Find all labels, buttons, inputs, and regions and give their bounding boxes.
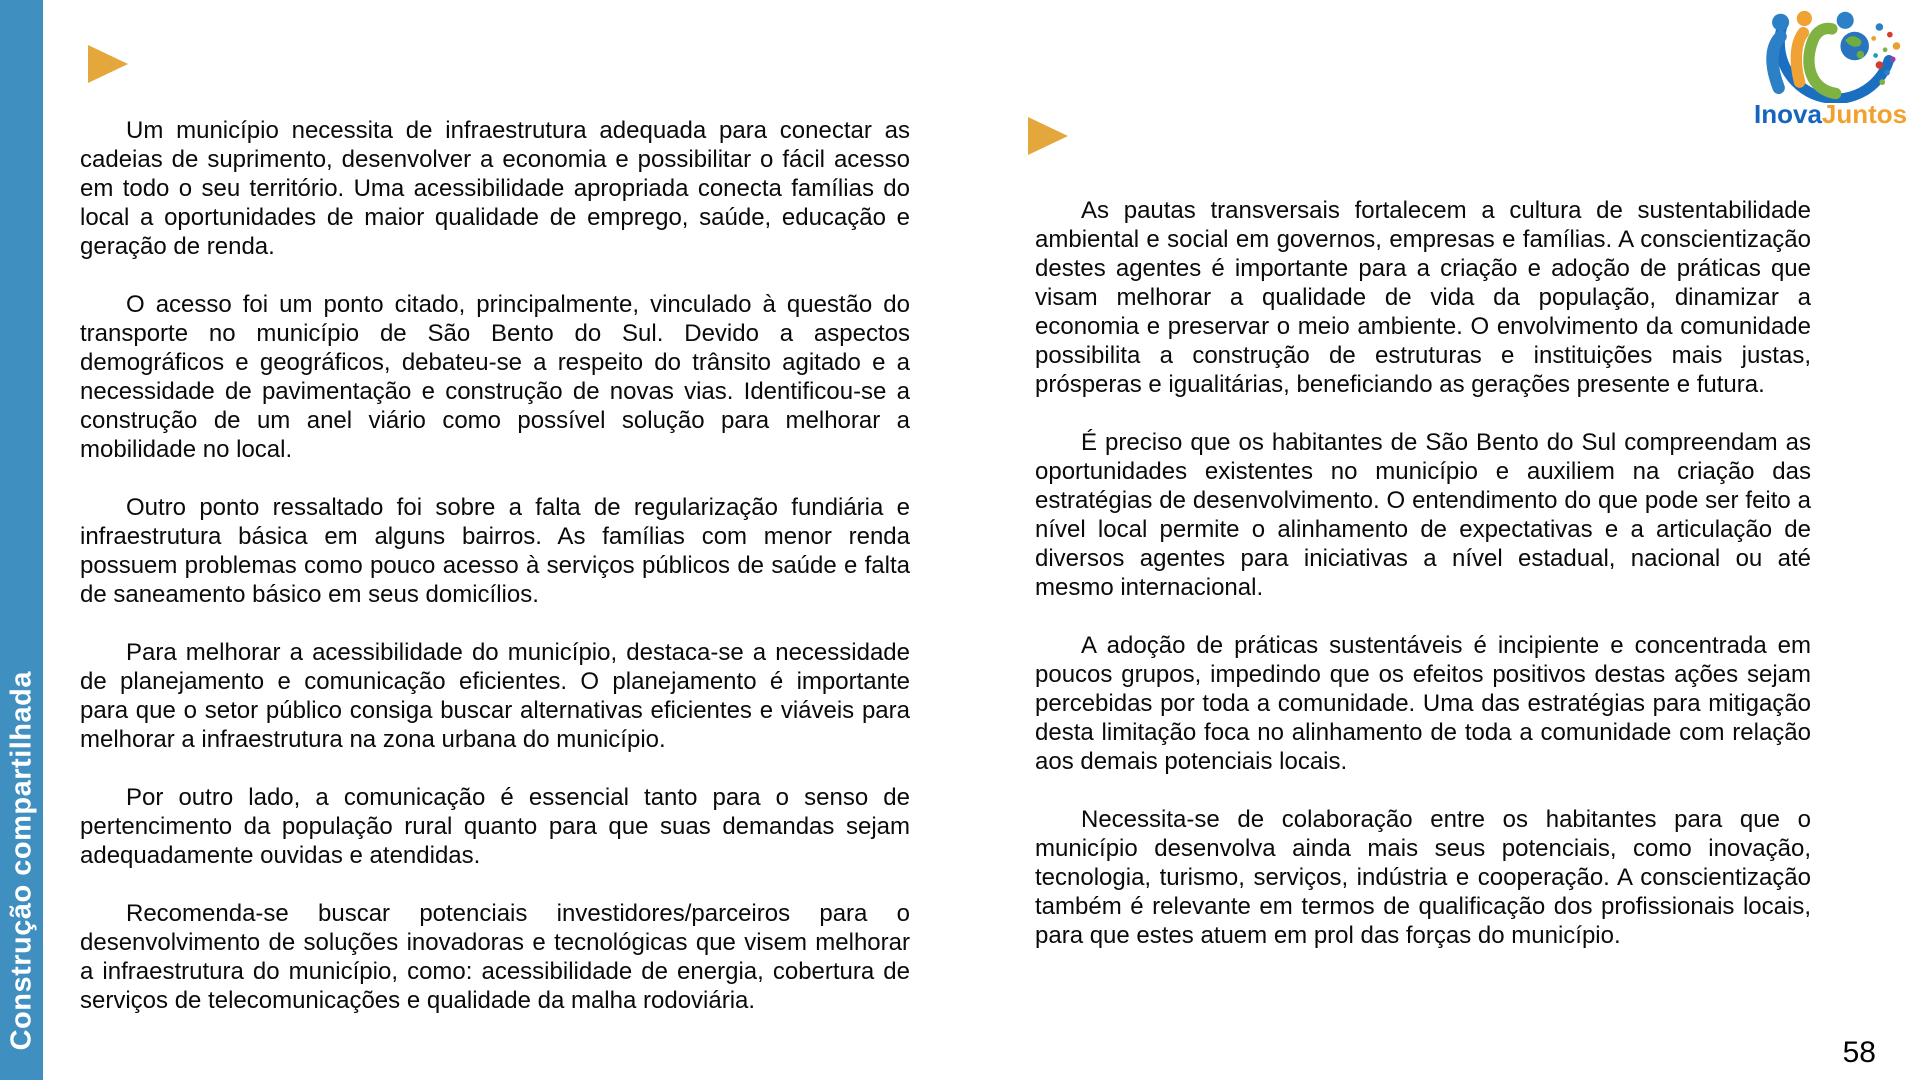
logo-text-inova: Inova [1754,99,1822,129]
inovajuntos-logo-mark-icon [1754,8,1906,103]
logo-text-juntos: Juntos [1821,99,1908,129]
paragraph: A adoção de práticas sustentáveis é incipiente e concentrada em poucos grupos, impedindo que os efeitos positivos destas ações sejam percebidas por toda a comunidade. Uma das estratégias para mitigação desta limitação foca no alinhamento de toda a comunidade com relação aos demais potenciais locais. [1035,632,1811,775]
left-text-column [80,116,910,1044]
logo-wordmark [1754,101,1906,127]
paragraph: Um município necessita de infraestrutura adequada para conectar as cadeias de suprimento, desenvolver a economia e possibilitar o fácil acesso em todo o seu território. Uma acessibilidade apropriada conecta famílias do local a oportunidades de maior qualidade de emprego, saúde, educação e geração de renda. [80,117,910,260]
sidebar-vertical-label: Construção compartilhada [5,670,37,1050]
section-marker-triangle-icon [1028,117,1068,155]
paragraph: Necessita-se de colaboração entre os habitantes para que o município desenvolva ainda mais seus potenciais, como inovação, tecnologia, turismo, serviços, indústria e cooperação. A conscientização também é relevante em termos de qualificação dos profissionais locais, para que estes atuem em prol das forças do município. [1035,806,1811,949]
paragraph: Recomenda-se buscar potenciais investidores/parceiros para o desenvolvimento de soluções inovadoras e tecnológicas que visem melhorar a infraestrutura do município, como: acessibilidade de energia, cobertura de serviços de telecomunicações e qualidade da malha rodoviária. [80,900,910,1014]
paragraph: É preciso que os habitantes de São Bento do Sul compreendam as oportunidades existentes no município e auxiliem na criação das estratégias de desenvolvimento. O entendimento do que pode ser feito a nível local permite o alinhamento de expectativas e a articulação de diversos agentes para iniciativas a nível estadual, nacional ou até mesmo internacional. [1035,429,1811,601]
paragraph: Por outro lado, a comunicação é essencial tanto para o senso de pertencimento da população rural quanto para que suas demandas sejam adequadamente ouvidas e atendidas. [80,784,910,869]
paragraph: O acesso foi um ponto citado, principalmente, vinculado à questão do transporte no município de São Bento do Sul. Devido a aspectos demográficos e geográficos, debateu-se a respeito do trânsito agitado e a necessidade de pavimentação e construção de novas vias. Identificou-se a construção de um anel viário como possível solução para melhorar a mobilidade no local. [80,291,910,463]
right-text-column [1035,196,1811,979]
paragraph: Para melhorar a acessibilidade do município, destaca-se a necessidade de planejamento e comunicação eficientes. O planejamento é importante para que o setor público consiga buscar alternativas eficientes e viáveis para melhorar a infraestrutura na zona urbana do município. [80,639,910,753]
paragraph: As pautas transversais fortalecem a cultura de sustentabilidade ambiental e social em governos, empresas e famílias. A conscientização destes agentes é importante para a criação e adoção de práticas que visam melhorar a qualidade de vida da população, dinamizar a economia e preservar o meio ambiente. O envolvimento da comunidade possibilita a construção de estruturas e instituições mais justas, prósperas e igualitárias, beneficiando as gerações presente e futura. [1035,197,1811,398]
section-marker-triangle-icon [88,45,128,83]
page-number: 58 [1842,1036,1876,1069]
sidebar-bar [0,0,43,1080]
paragraph: Outro ponto ressaltado foi sobre a falta de regularização fundiária e infraestrutura básica em alguns bairros. As famílias com menor renda possuem problemas como pouco acesso à serviços públicos de saúde e falta de saneamento básico em seus domicílios. [80,494,910,608]
inovajuntos-logo [1754,8,1906,127]
